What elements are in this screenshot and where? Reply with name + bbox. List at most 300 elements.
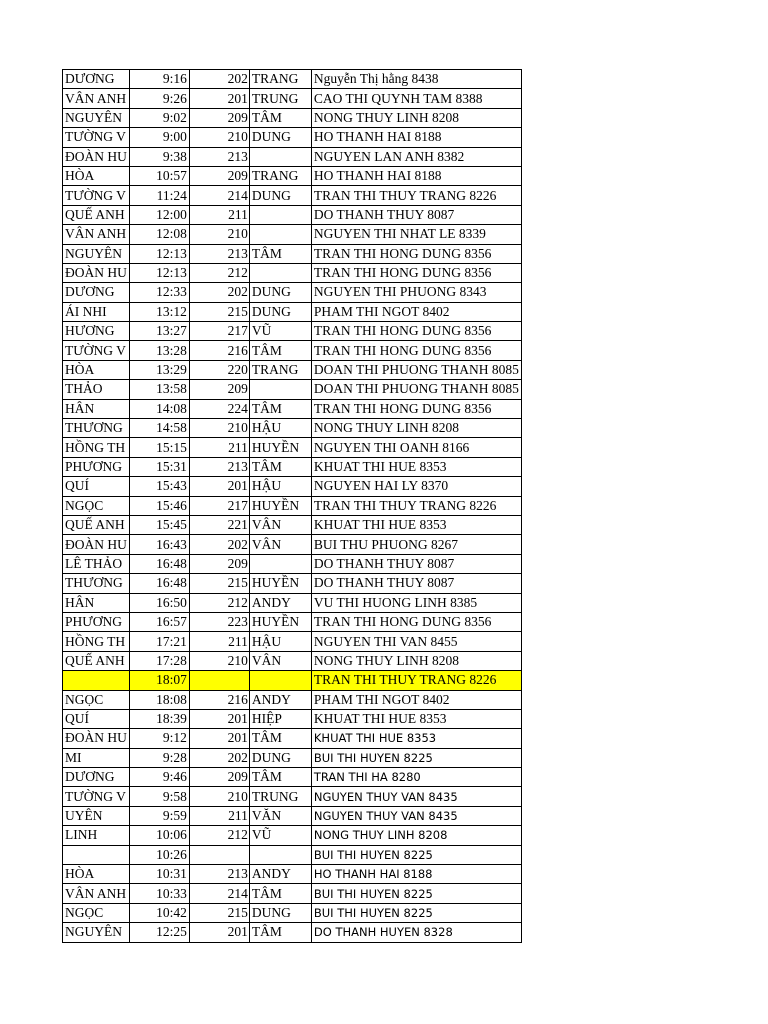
guest-cell[interactable] (311, 535, 521, 554)
room-cell[interactable] (189, 477, 249, 496)
staff-cell-text: HIỆP (251, 711, 282, 727)
guest-cell-text: BUI THI HUYEN 8225 (313, 847, 433, 862)
room-cell-text: 217 (227, 497, 248, 513)
name-cell[interactable] (63, 574, 130, 593)
room-cell[interactable] (189, 283, 249, 302)
room-cell[interactable] (189, 166, 249, 185)
guest-cell[interactable] (311, 263, 521, 282)
staff-cell-text: TRANG (251, 168, 299, 184)
staff-cell-text: VÂN (251, 652, 282, 668)
room-cell-text: 213 (227, 866, 248, 882)
guest-cell[interactable] (311, 690, 521, 709)
staff-cell[interactable] (249, 903, 311, 922)
guest-cell-text: TRAN THI HONG DUNG 8356 (313, 614, 492, 630)
room-cell[interactable] (189, 574, 249, 593)
staff-cell-text: HUYỀN (251, 497, 300, 513)
guest-cell-text: KHUAT THI HUE 8353 (313, 459, 447, 474)
name-cell[interactable] (63, 671, 130, 690)
name-cell[interactable] (63, 845, 130, 864)
table-row (63, 593, 522, 612)
time-cell-text: 15:31 (156, 459, 187, 474)
staff-cell[interactable] (249, 108, 311, 127)
guest-cell[interactable] (311, 515, 521, 534)
time-cell[interactable] (129, 632, 189, 651)
guest-cell[interactable] (311, 283, 521, 302)
staff-cell[interactable] (249, 128, 311, 147)
guest-cell-text: BUI THI HUYEN 8225 (313, 905, 433, 920)
time-cell[interactable] (129, 496, 189, 515)
name-cell[interactable] (63, 477, 130, 496)
name-cell[interactable] (63, 768, 130, 787)
staff-cell[interactable] (249, 690, 311, 709)
name-cell-text: TƯỜNG V (65, 187, 126, 203)
room-cell[interactable] (189, 457, 249, 476)
time-cell[interactable] (129, 903, 189, 922)
staff-cell-text: TRANG (251, 362, 299, 378)
table-row (63, 923, 522, 942)
room-cell[interactable] (189, 147, 249, 166)
name-cell[interactable] (63, 128, 130, 147)
time-cell[interactable] (129, 690, 189, 709)
room-cell[interactable] (189, 709, 249, 728)
room-cell[interactable] (189, 108, 249, 127)
name-cell[interactable] (63, 457, 130, 476)
staff-cell-text: ANDY (251, 594, 291, 610)
name-cell-text: HÂN (65, 594, 95, 610)
name-cell[interactable] (63, 283, 130, 302)
guest-cell[interactable] (311, 768, 521, 787)
guest-cell[interactable] (311, 225, 521, 244)
staff-cell[interactable] (249, 302, 311, 321)
name-cell[interactable] (63, 554, 130, 573)
staff-cell[interactable] (249, 419, 311, 438)
name-cell[interactable] (63, 244, 130, 263)
time-cell[interactable] (129, 612, 189, 631)
room-cell[interactable] (189, 380, 249, 399)
time-cell-text: 16:48 (156, 575, 187, 591)
name-cell[interactable] (63, 903, 130, 922)
table-row (63, 205, 522, 224)
guest-cell[interactable] (311, 826, 521, 845)
time-cell[interactable] (129, 322, 189, 341)
staff-cell[interactable] (249, 923, 311, 942)
name-cell[interactable] (63, 651, 130, 670)
room-cell[interactable] (189, 322, 249, 341)
staff-cell[interactable] (249, 671, 311, 690)
room-cell[interactable] (189, 496, 249, 515)
time-cell[interactable] (129, 806, 189, 825)
name-cell-text: NGỌC (65, 497, 104, 513)
room-cell[interactable] (189, 186, 249, 205)
name-cell[interactable] (63, 399, 130, 418)
guest-cell[interactable] (311, 70, 521, 89)
room-cell[interactable] (189, 438, 249, 457)
name-cell[interactable] (63, 438, 130, 457)
time-cell[interactable] (129, 768, 189, 787)
time-cell[interactable] (129, 535, 189, 554)
time-cell[interactable] (129, 826, 189, 845)
staff-cell[interactable] (249, 457, 311, 476)
time-cell[interactable] (129, 651, 189, 670)
staff-cell[interactable] (249, 380, 311, 399)
name-cell[interactable] (63, 263, 130, 282)
time-cell-text: 9:28 (162, 749, 187, 765)
name-cell[interactable] (63, 709, 130, 728)
name-cell[interactable] (63, 496, 130, 515)
name-cell[interactable] (63, 70, 130, 89)
room-cell[interactable] (189, 690, 249, 709)
time-cell[interactable] (129, 477, 189, 496)
name-cell[interactable] (63, 322, 130, 341)
staff-cell[interactable] (249, 826, 311, 845)
guest-cell-text: DOAN THI PHUONG THANH 8085 (313, 381, 519, 397)
guest-cell[interactable] (311, 671, 521, 690)
guest-cell[interactable] (311, 302, 521, 321)
time-cell[interactable] (129, 845, 189, 864)
staff-cell-text: HẬU (251, 478, 282, 494)
room-cell-text: 214 (227, 885, 248, 901)
guest-cell-text: NGUYEN THUY VAN 8435 (313, 809, 458, 824)
staff-cell[interactable] (249, 225, 311, 244)
staff-cell[interactable] (249, 554, 311, 573)
room-cell[interactable] (189, 806, 249, 825)
staff-cell[interactable] (249, 70, 311, 89)
time-cell[interactable] (129, 923, 189, 942)
time-cell[interactable] (129, 438, 189, 457)
staff-cell[interactable] (249, 147, 311, 166)
name-cell[interactable] (63, 302, 130, 321)
name-cell[interactable] (63, 884, 130, 903)
staff-cell[interactable] (249, 360, 311, 379)
guest-cell[interactable] (311, 322, 521, 341)
time-cell[interactable] (129, 865, 189, 884)
staff-cell[interactable] (249, 515, 311, 534)
table-row (63, 399, 522, 418)
time-cell[interactable] (129, 283, 189, 302)
staff-cell[interactable] (249, 438, 311, 457)
staff-cell[interactable] (249, 574, 311, 593)
guest-cell[interactable] (311, 147, 521, 166)
room-cell-text: 224 (227, 400, 248, 416)
guest-cell[interactable] (311, 709, 521, 728)
staff-cell[interactable] (249, 748, 311, 767)
table-row (63, 690, 522, 709)
time-cell[interactable] (129, 419, 189, 438)
staff-cell[interactable] (249, 89, 311, 108)
room-cell[interactable] (189, 768, 249, 787)
name-cell[interactable] (63, 923, 130, 942)
name-cell[interactable] (63, 826, 130, 845)
staff-cell[interactable] (249, 884, 311, 903)
staff-cell[interactable] (249, 477, 311, 496)
guest-cell-text: DO THANH THUY 8087 (313, 555, 455, 571)
staff-cell[interactable] (249, 186, 311, 205)
staff-cell[interactable] (249, 496, 311, 515)
time-cell[interactable] (129, 147, 189, 166)
room-cell[interactable] (189, 612, 249, 631)
time-cell[interactable] (129, 225, 189, 244)
room-cell[interactable] (189, 244, 249, 263)
room-cell[interactable] (189, 845, 249, 864)
name-cell[interactable] (63, 419, 130, 438)
time-cell[interactable] (129, 748, 189, 767)
room-cell[interactable] (189, 128, 249, 147)
name-cell[interactable] (63, 612, 130, 631)
staff-cell[interactable] (249, 205, 311, 224)
name-cell[interactable] (63, 360, 130, 379)
name-cell[interactable] (63, 632, 130, 651)
name-cell[interactable] (63, 787, 130, 806)
name-cell-text: HỒNG TH (65, 439, 126, 455)
room-cell[interactable] (189, 89, 249, 108)
table-row (63, 729, 522, 748)
name-cell[interactable] (63, 515, 130, 534)
guest-cell[interactable] (311, 612, 521, 631)
guest-cell[interactable] (311, 748, 521, 767)
staff-cell[interactable] (249, 768, 311, 787)
room-cell-text: 213 (227, 148, 248, 164)
guest-cell[interactable] (311, 128, 521, 147)
time-cell-text: 15:45 (156, 517, 187, 533)
room-cell-text: 212 (227, 265, 248, 281)
staff-cell[interactable] (249, 399, 311, 418)
room-cell[interactable] (189, 70, 249, 89)
guest-cell[interactable] (311, 651, 521, 670)
staff-cell[interactable] (249, 845, 311, 864)
time-cell[interactable] (129, 380, 189, 399)
room-cell[interactable] (189, 205, 249, 224)
guest-cell[interactable] (311, 244, 521, 263)
guest-cell[interactable] (311, 186, 521, 205)
room-cell[interactable] (189, 399, 249, 418)
time-cell[interactable] (129, 729, 189, 748)
room-cell[interactable] (189, 225, 249, 244)
staff-cell[interactable] (249, 729, 311, 748)
guest-cell[interactable] (311, 632, 521, 651)
time-cell[interactable] (129, 302, 189, 321)
table-row (63, 574, 522, 593)
time-cell[interactable] (129, 593, 189, 612)
time-cell[interactable] (129, 128, 189, 147)
name-cell[interactable] (63, 729, 130, 748)
staff-cell-text: DUNG (251, 749, 291, 765)
guest-cell[interactable] (311, 380, 521, 399)
sheet-body (63, 70, 522, 943)
staff-cell[interactable] (249, 244, 311, 263)
room-cell[interactable] (189, 302, 249, 321)
table-row (63, 380, 522, 399)
table-row (63, 768, 522, 787)
guest-cell[interactable] (311, 108, 521, 127)
room-cell[interactable] (189, 554, 249, 573)
time-cell[interactable] (129, 89, 189, 108)
table-row (63, 244, 522, 263)
room-cell[interactable] (189, 419, 249, 438)
name-cell[interactable] (63, 865, 130, 884)
time-cell[interactable] (129, 263, 189, 282)
room-cell-text: 202 (227, 749, 248, 765)
guest-cell[interactable] (311, 865, 521, 884)
room-cell[interactable] (189, 651, 249, 670)
table-row (63, 612, 522, 631)
guest-cell[interactable] (311, 845, 521, 864)
guest-cell[interactable] (311, 399, 521, 418)
time-cell[interactable] (129, 341, 189, 360)
room-cell[interactable] (189, 787, 249, 806)
name-cell[interactable] (63, 147, 130, 166)
time-cell-text: 9:02 (162, 109, 187, 125)
guest-cell[interactable] (311, 729, 521, 748)
room-cell-text: 210 (227, 129, 248, 145)
room-cell[interactable] (189, 865, 249, 884)
room-cell[interactable] (189, 884, 249, 903)
staff-cell[interactable] (249, 166, 311, 185)
room-cell[interactable] (189, 593, 249, 612)
time-cell-text: 18:08 (156, 691, 187, 707)
time-cell[interactable] (129, 515, 189, 534)
time-cell-text: 10:42 (156, 904, 187, 920)
room-cell[interactable] (189, 263, 249, 282)
staff-cell[interactable] (249, 709, 311, 728)
guest-cell[interactable] (311, 166, 521, 185)
time-cell[interactable] (129, 205, 189, 224)
name-cell[interactable] (63, 748, 130, 767)
time-cell[interactable] (129, 166, 189, 185)
staff-cell[interactable] (249, 283, 311, 302)
name-cell[interactable] (63, 535, 130, 554)
staff-cell[interactable] (249, 341, 311, 360)
room-cell-text: 216 (227, 342, 248, 358)
staff-cell[interactable] (249, 632, 311, 651)
room-cell-text: 213 (227, 459, 248, 474)
name-cell[interactable] (63, 108, 130, 127)
staff-cell[interactable] (249, 865, 311, 884)
room-cell[interactable] (189, 671, 249, 690)
table-row (63, 748, 522, 767)
time-cell-text: 13:12 (156, 303, 187, 319)
time-cell-text: 14:08 (156, 400, 187, 416)
time-cell[interactable] (129, 884, 189, 903)
room-cell-text: 211 (228, 633, 248, 649)
staff-cell[interactable] (249, 787, 311, 806)
guest-cell[interactable] (311, 438, 521, 457)
guest-cell[interactable] (311, 89, 521, 108)
staff-cell-text: DUNG (251, 129, 291, 145)
time-cell[interactable] (129, 457, 189, 476)
guest-cell[interactable] (311, 903, 521, 922)
name-cell[interactable] (63, 166, 130, 185)
guest-cell[interactable] (311, 419, 521, 438)
name-cell-text: THẢO (65, 381, 103, 397)
time-cell-text: 16:50 (156, 594, 187, 610)
staff-cell[interactable] (249, 593, 311, 612)
table-row (63, 884, 522, 903)
time-cell[interactable] (129, 108, 189, 127)
staff-cell[interactable] (249, 322, 311, 341)
guest-cell[interactable] (311, 884, 521, 903)
guest-cell[interactable] (311, 574, 521, 593)
staff-cell[interactable] (249, 535, 311, 554)
guest-cell[interactable] (311, 923, 521, 942)
room-cell-text: 209 (227, 381, 248, 397)
room-cell[interactable] (189, 360, 249, 379)
name-cell[interactable] (63, 380, 130, 399)
staff-cell[interactable] (249, 612, 311, 631)
name-cell[interactable] (63, 690, 130, 709)
name-cell[interactable] (63, 225, 130, 244)
time-cell[interactable] (129, 399, 189, 418)
guest-cell[interactable] (311, 593, 521, 612)
room-cell[interactable] (189, 515, 249, 534)
room-cell[interactable] (189, 748, 249, 767)
name-cell[interactable] (63, 89, 130, 108)
name-cell[interactable] (63, 593, 130, 612)
guest-cell[interactable] (311, 205, 521, 224)
guest-cell[interactable] (311, 554, 521, 573)
guest-cell[interactable] (311, 341, 521, 360)
name-cell[interactable] (63, 341, 130, 360)
guest-cell[interactable] (311, 806, 521, 825)
time-cell[interactable] (129, 244, 189, 263)
guest-cell[interactable] (311, 457, 521, 476)
name-cell[interactable] (63, 186, 130, 205)
staff-cell-text: DUNG (251, 284, 291, 300)
name-cell-text: HÂN (65, 400, 95, 416)
name-cell-text: HÒA (65, 168, 95, 184)
room-cell-text: 210 (227, 226, 248, 242)
table-row (63, 302, 522, 321)
guest-cell[interactable] (311, 360, 521, 379)
guest-cell[interactable] (311, 477, 521, 496)
time-cell[interactable] (129, 787, 189, 806)
guest-cell-text: DOAN THI PHUONG THANH 8085 (313, 362, 519, 378)
staff-cell[interactable] (249, 651, 311, 670)
guest-cell[interactable] (311, 496, 521, 515)
time-cell[interactable] (129, 70, 189, 89)
name-cell-text: NGUYÊN (65, 109, 122, 125)
time-cell-text: 12:13 (156, 265, 187, 281)
room-cell[interactable] (189, 341, 249, 360)
room-cell-text: 212 (227, 827, 248, 843)
time-cell[interactable] (129, 360, 189, 379)
time-cell[interactable] (129, 554, 189, 573)
staff-cell[interactable] (249, 806, 311, 825)
guest-cell-text: Nguyễn Thị hằng 8438 (313, 71, 439, 87)
room-cell[interactable] (189, 729, 249, 748)
name-cell[interactable] (63, 205, 130, 224)
staff-cell[interactable] (249, 263, 311, 282)
guest-cell-text: TRAN THI HA 8280 (313, 770, 421, 785)
name-cell[interactable] (63, 806, 130, 825)
time-cell[interactable] (129, 671, 189, 690)
time-cell[interactable] (129, 574, 189, 593)
table-row (63, 865, 522, 884)
room-cell[interactable] (189, 903, 249, 922)
room-cell[interactable] (189, 535, 249, 554)
room-cell[interactable] (189, 632, 249, 651)
guest-cell[interactable] (311, 787, 521, 806)
name-cell-text: MI (65, 749, 82, 765)
room-cell[interactable] (189, 826, 249, 845)
name-cell-text: HÒA (65, 362, 95, 378)
time-cell[interactable] (129, 709, 189, 728)
staff-cell-text: TÂM (251, 459, 282, 474)
room-cell[interactable] (189, 923, 249, 942)
time-cell[interactable] (129, 186, 189, 205)
room-cell-text: 210 (227, 788, 248, 804)
name-cell-text: ĐOÀN HU (65, 536, 127, 552)
guest-cell-text: HO THANH HAI 8188 (313, 168, 442, 184)
